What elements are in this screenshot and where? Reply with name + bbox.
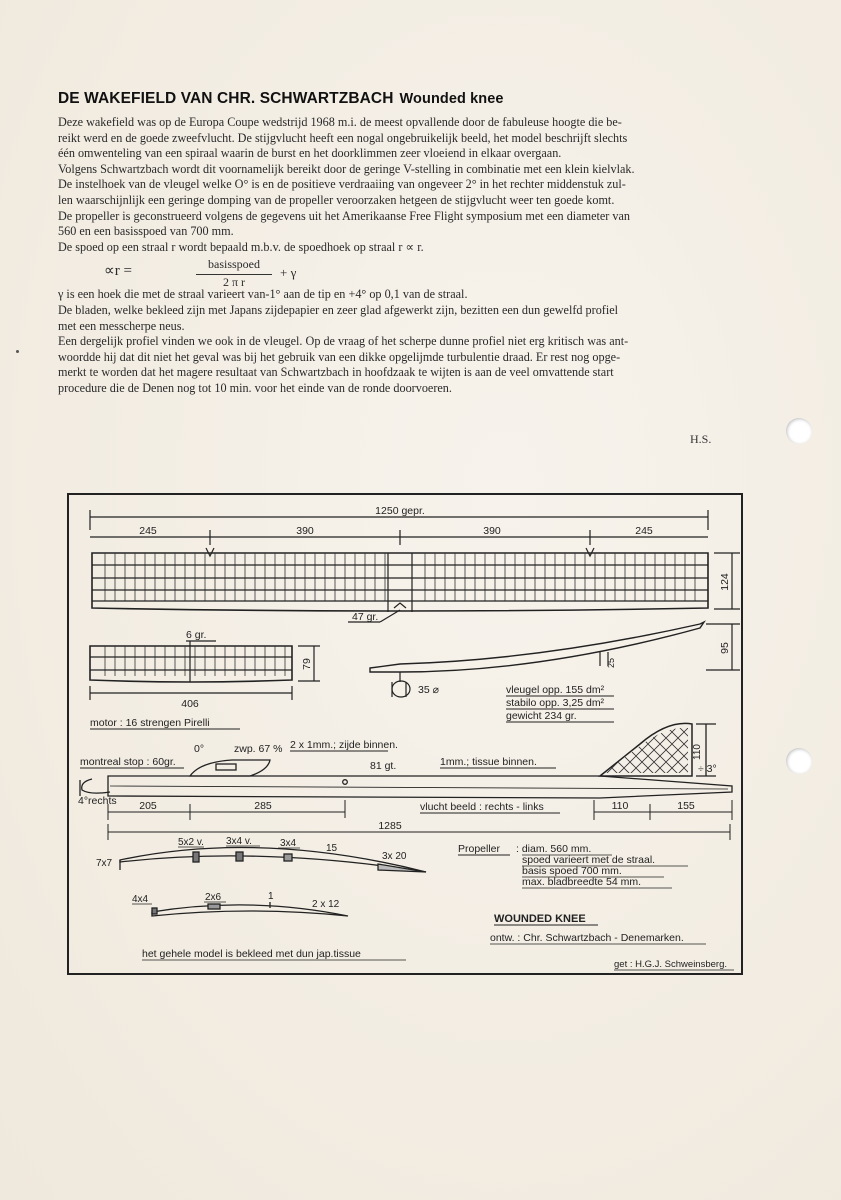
propeller-line-1: : diam. 560 mm. xyxy=(516,843,592,855)
prop-diameter-label: 35 ⌀ xyxy=(418,684,439,696)
stab-mid-label: 1 xyxy=(268,891,274,902)
stab-planform xyxy=(90,641,320,700)
wing-spar-1-label: 5x2 v. xyxy=(178,837,204,848)
text-line: 560 en een basisspoed van 700 mm. xyxy=(58,224,234,239)
fuselage-side xyxy=(80,723,732,798)
wing-segment-2: 390 xyxy=(296,525,314,537)
text-line: Deze wakefield was op de Europa Coupe wedstrijd 1968 m.i. de meest opvallende door de fabuleuse hoogte die be- xyxy=(58,115,622,129)
wing-chord-label: 124 xyxy=(719,573,731,591)
stab-trailing-label: 2 x 12 xyxy=(312,899,340,910)
spec-wing-area: vleugel opp. 155 dm² xyxy=(506,684,605,696)
total-length-label: 1285 xyxy=(378,820,402,832)
text-line: met een messcherpe neus. xyxy=(58,318,185,333)
text-line: reikt werd en de goede zweefvlucht. De stijgvlucht heeft een nogal ongebruikelijk beeld, het model beschrijft slechts xyxy=(58,130,628,145)
wing-dim-15-label: 15 xyxy=(326,843,338,854)
wing-segment-3: 390 xyxy=(483,525,501,537)
text-line: De propeller is geconstrueerd volgens de gegevens uit het Amerikaanse Free Flight symposium met een diameter van xyxy=(58,208,630,223)
stab-leading-label: 4x4 xyxy=(132,894,149,905)
fin-height-label: 110 xyxy=(692,744,703,760)
stab-weight-label: 6 gr. xyxy=(186,629,207,641)
cg-label: zwp. 67 % xyxy=(234,743,283,755)
stab-span-label: 406 xyxy=(181,698,199,710)
formula-rhs: + γ xyxy=(280,265,297,281)
formula-numerator: basisspoed xyxy=(196,257,272,275)
zero-degree-label: 0° xyxy=(194,743,205,755)
text-line: γ is een hoek die met de straal varieert van-1° aan de tip en +4° op 0,1 van de straal. xyxy=(58,287,468,302)
tail-angle-label: ÷ 3° xyxy=(698,763,717,775)
dim-155-label: 155 xyxy=(677,800,695,812)
propeller-line-3: basis spoed 700 mm. xyxy=(522,865,622,877)
article-title-main: DE WAKEFIELD VAN CHR. SCHWARTZBACH xyxy=(58,90,394,107)
text-line: woordde hij dat dit niet het geval was bij het gebruik van een dikke opgelijmde turbulentie draad. Er rest nog opge- xyxy=(58,349,621,364)
text-line: De spoed op een straal r wordt bepaald m.b.v. de spoedhoek op straal r ∝ r. xyxy=(58,239,424,254)
dim-110-label: 110 xyxy=(611,800,629,812)
front-dihedral-label: 95 xyxy=(719,642,731,654)
text-line: len waarschijnlijk een geringe domping van de propeller veroorzaken hetgeen de stijgvlucht weer ten goede komt. xyxy=(58,192,615,207)
text-line: merkt te worden dat het magere resultaat van Schwartzbach in hoofdzaak te wijten is aan de veel omvattende start xyxy=(58,365,614,380)
wing-spar-2-label: 3x4 v. xyxy=(226,836,252,847)
spec-weight: gewicht 234 gr. xyxy=(506,710,577,722)
article-subtitle: Wounded knee xyxy=(399,91,504,107)
wing-segment-1: 245 xyxy=(139,525,157,537)
text-line: Een dergelijk profiel vinden we ook in de vleugel. Op de vraag of het scherpe dunne profiel niet erg kritisch was ant- xyxy=(58,334,629,349)
formula-denominator: 2 π r xyxy=(222,274,246,289)
wing-profile xyxy=(120,846,426,872)
montreal-label: montreal stop : 60gr. xyxy=(80,756,176,768)
author-initials: H.S. xyxy=(690,432,712,446)
formula-lhs: ∝r = xyxy=(104,263,132,280)
wire-label: 2 x 1mm.; zijde binnen. xyxy=(290,739,398,751)
wing-trailing-label: 3x 20 xyxy=(382,851,407,862)
wing-span-label: 1250 gepr. xyxy=(375,505,425,517)
wing-leading-label: 7x7 xyxy=(96,858,113,869)
flight-pattern-label: vlucht beeld : rechts - links xyxy=(420,801,544,813)
text-line: De bladen, welke bekleed zijn met Japans zijdepapier en zeer glad afgewerkt zijn, bezitten een dun gewelfd profiel xyxy=(58,302,619,317)
thrust-label: 4°rechts xyxy=(78,795,117,807)
wing-weight-label: 47 gr. xyxy=(352,611,379,623)
tissue-label: 1mm.; tissue binnen. xyxy=(440,756,537,768)
spec-stab-area: stabilo opp. 3,25 dm² xyxy=(506,697,605,709)
motor-label: motor : 16 strengen Pirelli xyxy=(90,717,210,729)
weight-81-label: 81 gt. xyxy=(370,760,397,772)
stab-spar-label: 2x6 xyxy=(205,892,222,903)
drawn-by-credit: get : H.G.J. Schweinsberg. xyxy=(614,959,727,970)
wing-spar-3-label: 3x4 xyxy=(280,838,297,849)
propeller-line-4: max. bladbreedte 54 mm. xyxy=(522,876,642,888)
designer-credit: ontw. : Chr. Schwartzbach - Denemarken. xyxy=(490,932,684,944)
dim-205-label: 205 xyxy=(139,800,157,812)
text-line: één omwenteling van een spiraal waarin de burst en het doorklimmen zeer vloeiend in elkaar overgaan. xyxy=(58,146,562,161)
covering-note: het gehele model is bekleed met dun jap.tissue xyxy=(142,948,361,960)
stab-chord-label: 79 xyxy=(301,658,313,670)
propeller-line-2: spoed varieert met de straal. xyxy=(522,854,656,866)
text-line: Volgens Schwartzbach wordt dit voornamelijk bereikt door de geringe V-stelling in combinatie met een klein kielvlak. xyxy=(58,161,635,176)
dim-285-label: 285 xyxy=(254,800,272,812)
wing-segment-4: 245 xyxy=(635,525,653,537)
text-line: De instelhoek van de vleugel welke O° is en de positieve verdraaiing van ongeveer 2° in het rechter middenstuk zul- xyxy=(58,177,626,192)
propeller-heading: Propeller xyxy=(458,843,501,855)
model-name: WOUNDED KNEE xyxy=(494,913,586,925)
front-tip-label: 25 xyxy=(606,657,616,669)
text-line: procedure die de Denen nog tot 10 min. voor het einde van de ronde doorvoeren. xyxy=(58,380,452,395)
